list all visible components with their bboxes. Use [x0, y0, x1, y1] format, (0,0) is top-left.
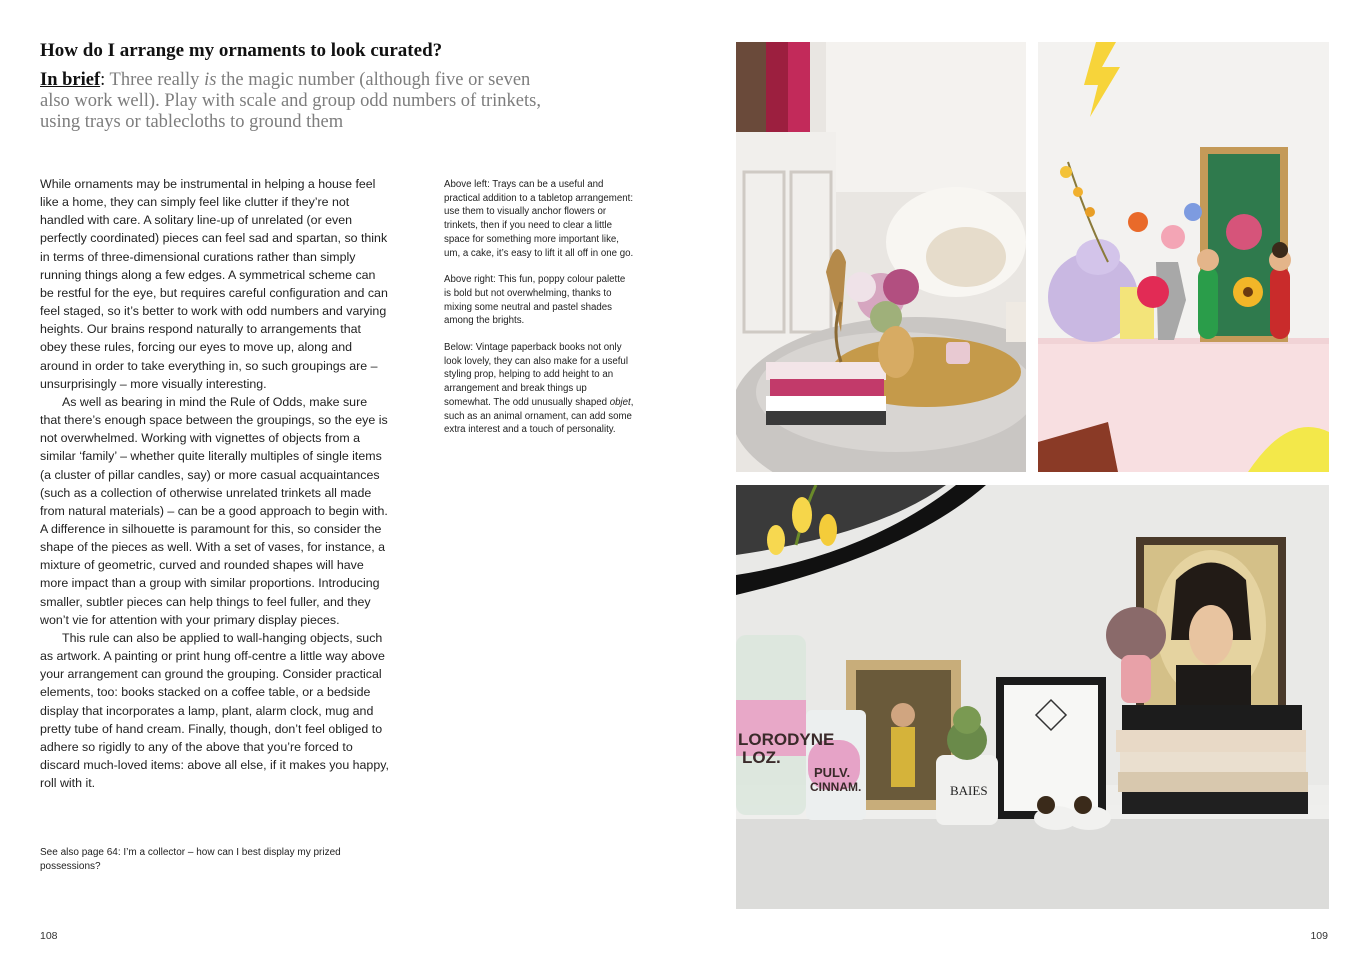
caption-above-right: Above right: This fun, poppy colour palette is bold but not overwhelming, thanks to mixing some neutral and pastel shades among the brights. [444, 274, 626, 327]
photo-colourful-vases [1038, 42, 1329, 472]
body-text [40, 175, 390, 792]
jar-label-2-line-2: CINNAM. [810, 780, 862, 794]
see-also-note: See also page 64: I’m a collector – how can I best display my prized possessions? [40, 847, 341, 872]
jar-label-line-1: LORODYNE [738, 730, 835, 749]
in-brief-text-1: Three really [105, 70, 205, 90]
page-number-left: 108 [40, 930, 58, 942]
caption-below [444, 341, 634, 437]
in-brief-colon: : [100, 70, 106, 90]
caption-below-text-2: , such as an animal ornament, can add some extra interest and a touch of personality. [444, 396, 634, 436]
caption-below-text-1: Below: Vintage paperback books not only look lovely, they can also make for a useful styling prop, helping to add height to an arrangement and break things up somewhat. The odd unusually shaped [444, 342, 628, 408]
photo-mantelpiece-books [736, 485, 1329, 909]
page-number-right: 109 [1310, 930, 1328, 942]
captions [444, 178, 634, 450]
in-brief-text-2: the magic number (although five or seven also work well). Play with scale and group odd numbers of trinkets, using trays or tablecloths to ground them [40, 70, 541, 132]
jar-label-2-line-1: PULV. [814, 765, 851, 780]
candle-label: BAIES [950, 783, 988, 798]
body-paragraph-1: While ornaments may be instrumental in helping a house feel like a home, they can simply feel like clutter if they’re not handled with care. A solitary line-up of unrelated (or even perfectly coordinated) pieces can feel sad and spartan, so think in terms of three-dimensional curations rather than simply running things along a few edges. A symmetrical scheme can be restful for the eye, but requires careful configuration and can feel staged, so it’s better to work with odd numbers and varying heights. Our brains respond naturally to arrangements that obey these rules, forcing our eyes to move up, along and around in order to take everything in, so such groupings are – unsurprisingly – more visually interesting. [40, 177, 388, 391]
jar-label-line-2: LOZ. [742, 748, 781, 767]
page-title: How do I arrange my ornaments to look curated? [40, 40, 443, 61]
caption-below-emphasis: objet [609, 396, 631, 408]
photo-tray-arrangement [736, 42, 1026, 472]
body-paragraph-3: This rule can also be applied to wall-hanging objects, such as artwork. A painting or print hung off-centre a little way above your arrangement can ground the grouping. Consider practical elements, too: books stacked on a coffee table, or a bedside display that incorporates a lamp, plant, alarm clock, mug and pretty tube of hand cream. Finally, though, don’t feel obliged to adhere so rigidly to any of the above that you’re forced to discard much-loved items: above all else, if it makes you happy, roll with it. [40, 630, 389, 791]
caption-above-left: Above left: Trays can be a useful and practical addition to a tabletop arrangement: use them to visually anchor flowers or trinkets, then if you need to clear a little space for something more important like, um, a cake, it’s easy to lift it all off in one go. [444, 179, 634, 259]
in-brief-emphasis: is [204, 70, 217, 90]
in-brief-label: In brief [40, 70, 101, 90]
in-brief-summary [40, 70, 560, 133]
body-paragraph-2: As well as bearing in mind the Rule of Odds, make sure that there’s enough space between the groupings, so the eye is not overwhelmed. Working with vignettes of objects from a similar ‘family’ – whether quite literally multiples of single items (a cluster of pillar candles, say) or more casual acquaintances (such as a collection of otherwise unrelated trinkets all made from natural materials) – can be a good approach to begin with. A difference in silhouette is paramount for this, so consider the shape of the pieces as well. With a set of vases, for instance, a mixture of geometric, curved and rounded shapes will have more impact than a group with similar proportions. Introducing smaller, subtler pieces can help things to feel fuller, and they won’t vie for attention with your primary display pieces. [40, 394, 388, 627]
